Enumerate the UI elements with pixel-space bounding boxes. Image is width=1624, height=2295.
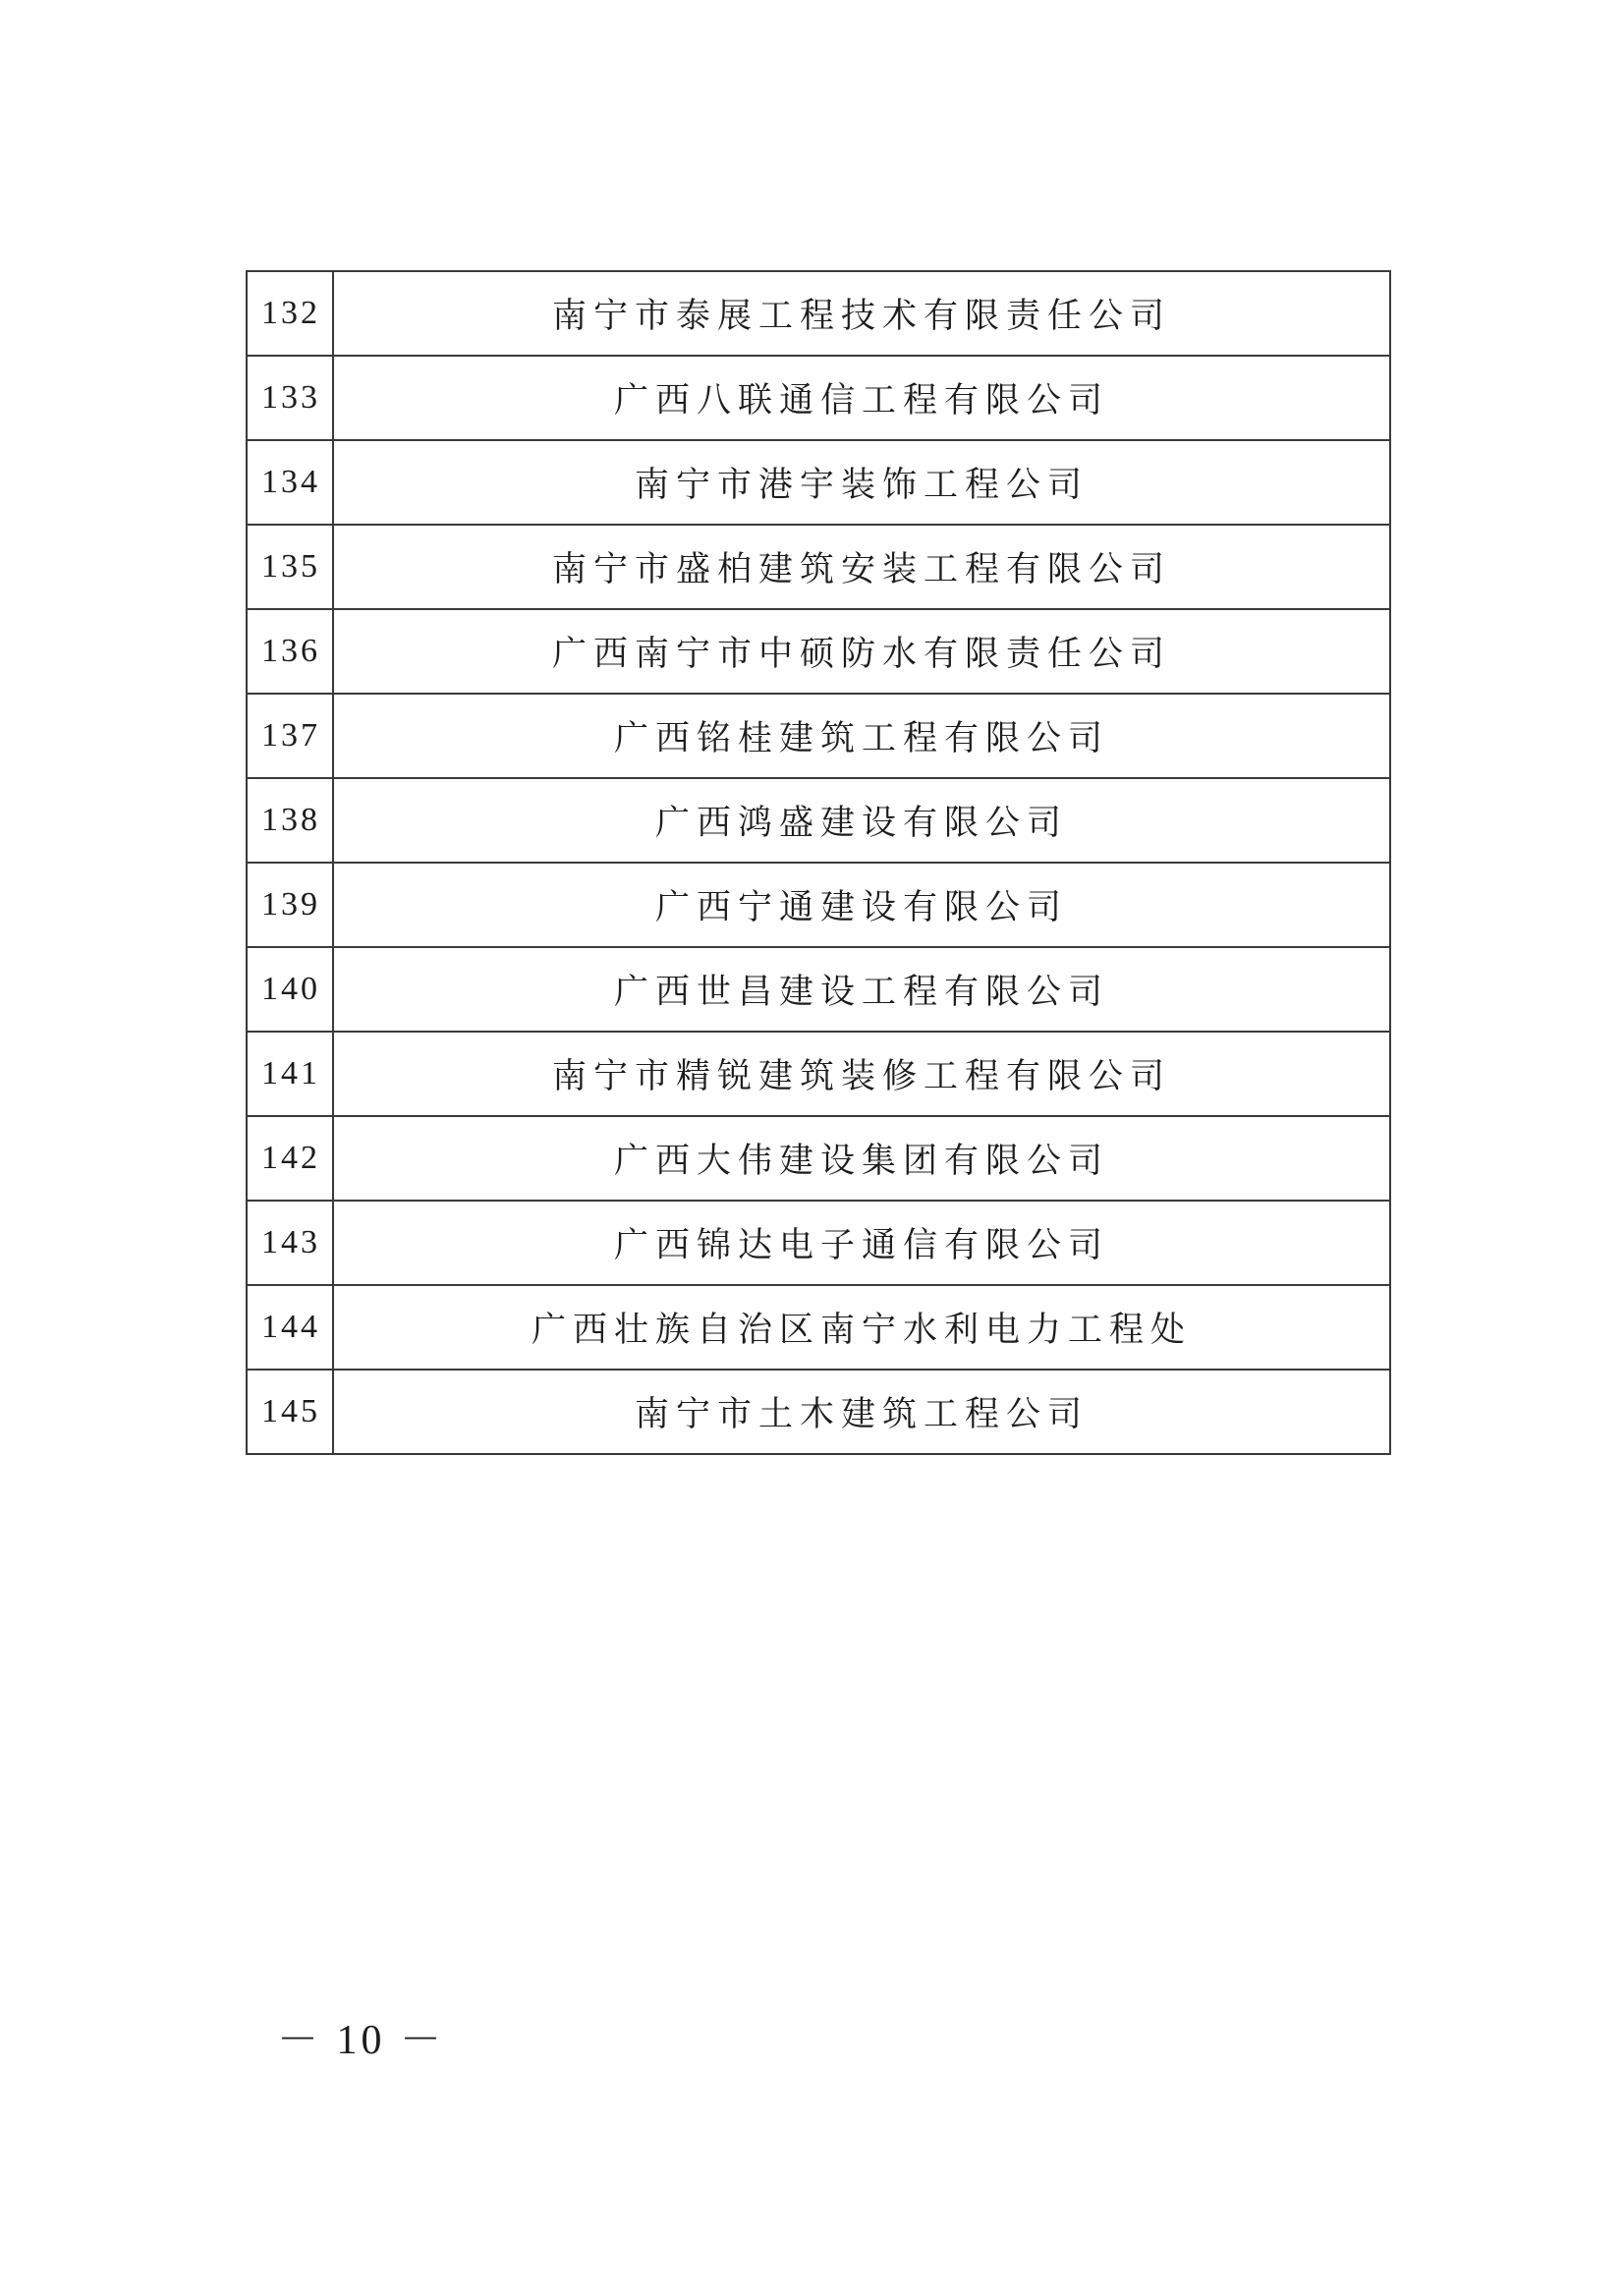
page-number: － 10 － (277, 2018, 446, 2063)
row-number: 136 (247, 609, 333, 694)
row-number: 138 (247, 778, 333, 863)
row-number: 135 (247, 525, 333, 609)
company-name: 广西锦达电子通信有限公司 (333, 1201, 1390, 1285)
company-name: 广西南宁市中硕防水有限责任公司 (333, 609, 1390, 694)
row-number: 137 (247, 694, 333, 778)
row-number: 143 (247, 1201, 333, 1285)
company-name: 南宁市港宇装饰工程公司 (333, 440, 1390, 525)
table-row (247, 356, 1390, 440)
company-name: 南宁市盛柏建筑安装工程有限公司 (333, 525, 1390, 609)
table-row (247, 440, 1390, 525)
row-number: 145 (247, 1370, 333, 1454)
row-number: 142 (247, 1116, 333, 1201)
company-name: 广西壮族自治区南宁水利电力工程处 (333, 1285, 1390, 1370)
table-row (247, 947, 1390, 1032)
company-name: 南宁市精锐建筑装修工程有限公司 (333, 1032, 1390, 1116)
row-number: 140 (247, 947, 333, 1032)
table-row (247, 694, 1390, 778)
table-row (247, 1032, 1390, 1116)
table-row (247, 609, 1390, 694)
table-row (247, 778, 1390, 863)
company-name: 南宁市土木建筑工程公司 (333, 1370, 1390, 1454)
company-list-body (247, 271, 1390, 1454)
table-row (247, 1116, 1390, 1201)
table-row (247, 1285, 1390, 1370)
table-row (247, 271, 1390, 356)
company-list-table (246, 270, 1391, 1455)
row-number: 141 (247, 1032, 333, 1116)
company-name: 广西世昌建设工程有限公司 (333, 947, 1390, 1032)
table-row (247, 525, 1390, 609)
row-number: 139 (247, 863, 333, 947)
table-row (247, 1201, 1390, 1285)
row-number: 134 (247, 440, 333, 525)
company-name: 南宁市泰展工程技术有限责任公司 (333, 271, 1390, 356)
company-name: 广西鸿盛建设有限公司 (333, 778, 1390, 863)
company-name: 广西铭桂建筑工程有限公司 (333, 694, 1390, 778)
table-row (247, 1370, 1390, 1454)
row-number: 132 (247, 271, 333, 356)
company-name: 广西大伟建设集团有限公司 (333, 1116, 1390, 1201)
company-name: 广西宁通建设有限公司 (333, 863, 1390, 947)
row-number: 144 (247, 1285, 333, 1370)
company-name: 广西八联通信工程有限公司 (333, 356, 1390, 440)
table-row (247, 863, 1390, 947)
row-number: 133 (247, 356, 333, 440)
